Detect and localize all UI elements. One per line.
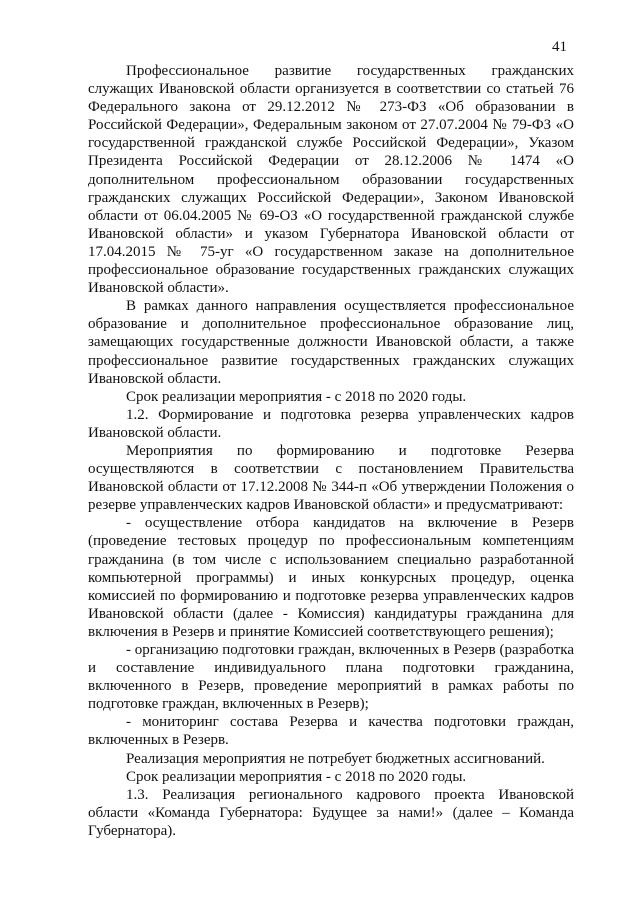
- page-number: 41: [552, 39, 567, 55]
- paragraph-term-1-2: Срок реализации мероприятия - с 2018 по 2020 годы.: [126, 768, 467, 785]
- document-body: [88, 62, 574, 840]
- paragraph-term-1-1: Срок реализации мероприятия - с 2018 по 2020 годы.: [126, 388, 467, 405]
- list-item-monitoring: - мониторинг состава Резерва и качества подготовки граждан, включенных в Резерв.: [88, 714, 574, 749]
- paragraph-heading-1-2: 1.2. Формирование и подготовка резерва управленческих кадров Ивановской области.: [88, 406, 574, 441]
- paragraph-education-scope: В рамках данного направления осуществляется профессиональное образование и дополнительное профессиональное образование лиц, замещающих государственные должности Ивановской области, а также профессиональное развитие государственных гражданских служащих Ивановской области.: [88, 298, 574, 387]
- paragraph-no-budget: Реализация мероприятия не потребует бюджетных ассигнований.: [126, 750, 545, 767]
- paragraph-reserve-measures: Мероприятия по формированию и подготовке Резерва осуществляются в соответствии с постановлением Правительства Ивановской области от 17.12.2008 № 344-п «Об утверждении Положения о резерве управленческих кадров Ивановской области» и предусматривают:: [88, 442, 574, 514]
- paragraph-heading-1-3: 1.3. Реализация регионального кадрового проекта Ивановской области «Команда Губернатора: Будущее за нами!» (далее – Команда Губернатора).: [88, 786, 574, 839]
- paragraph-professional-development: Профессиональное развитие государственных гражданских служащих Ивановской области организуется в соответствии со статьей 76 Федерального закона от 29.12.2012 № 273-ФЗ «Об образовании в Российской Федерации», Федеральным законом от 27.07.2004 № 79-ФЗ «О государственной гражданской службе Российской Федерации», Указом Президента Российской Федерации от 28.12.2006 № 1474 «О дополнительном профессиональном образовании государственных гражданских служащих Российской Федерации», Законом Ивановской области от 06.04.2005 № 69-ОЗ «О государственной гражданской службе Ивановской области» и указом Губернатора Ивановской области от 17.04.2015 № 75-уг «О государственном заказе на дополнительное профессиональное образование государственных гражданских служащих Ивановской области».: [88, 63, 574, 297]
- list-item-training-organization: - организацию подготовки граждан, включенных в Резерв (разработка и составление индивидуального плана подготовки гражданина, включенного в Резерв, проведение мероприятий в рамках работы по подготовке граждан, включенных в Резерв);: [88, 642, 574, 713]
- list-item-candidate-selection: - осуществление отбора кандидатов на включение в Резерв (проведение тестовых процедур по профессиональным компетенциям гражданина (в том числе с использованием специально разработанной компьютерной программы) и иных конкурсных процедур, оценка комиссией по формированию и подготовке резерва управленческих кадров Ивановской области (далее - Комиссия) кандидатуры гражданина для включения в Резерв и принятие Комиссией соответствующего решения);: [88, 515, 574, 640]
